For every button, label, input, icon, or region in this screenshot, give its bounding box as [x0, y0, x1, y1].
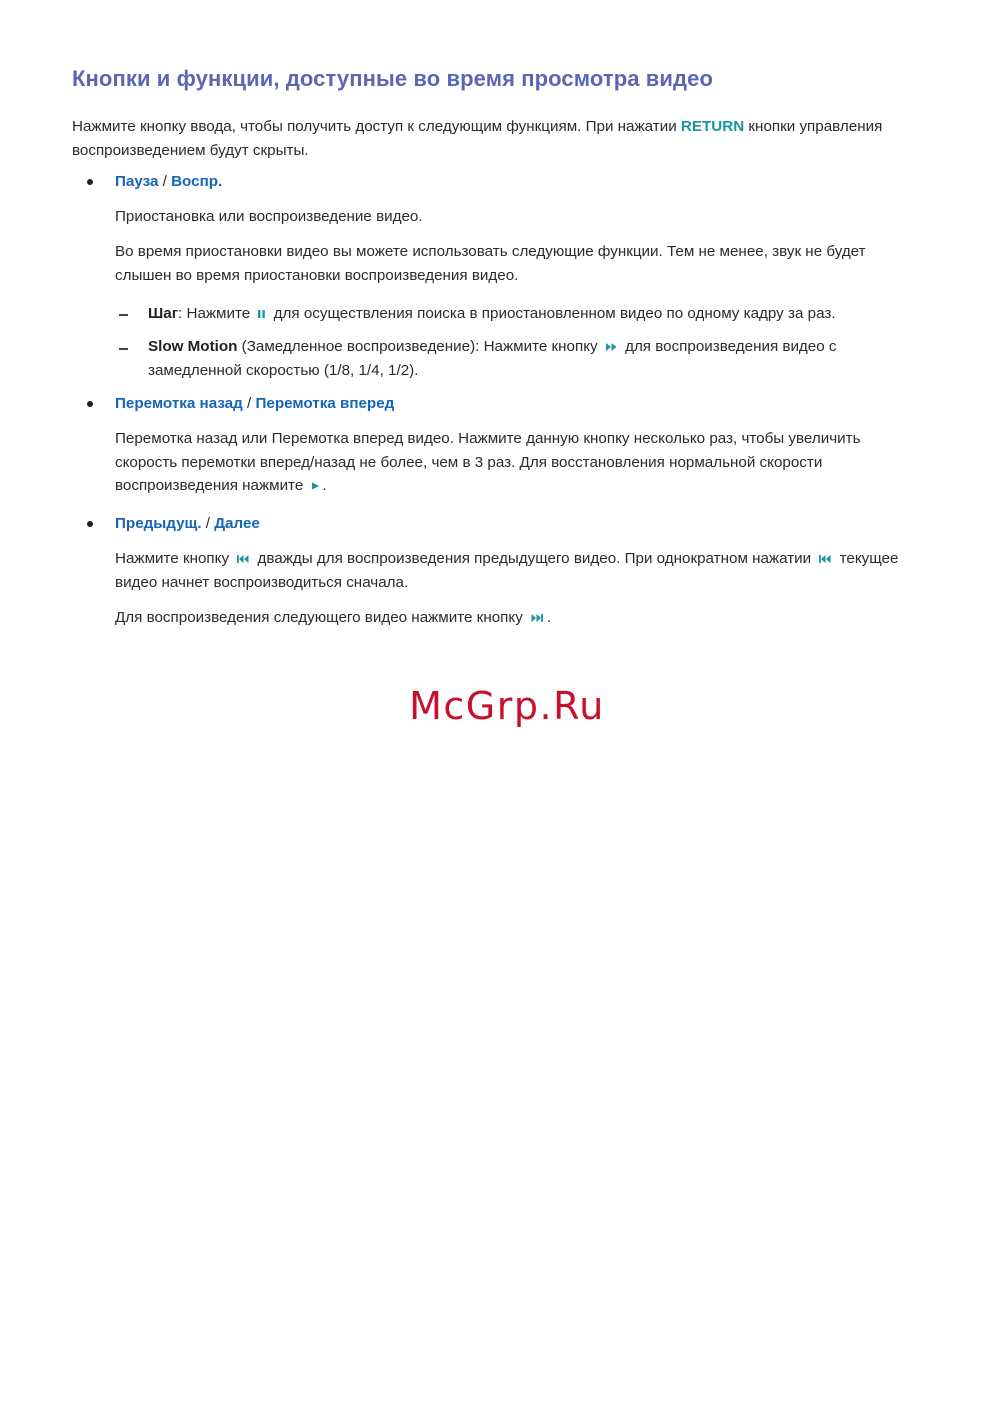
- skip-previous-icon: [236, 554, 250, 564]
- pause-functions-note: Во время приостановки видео вы можете использовать следующие функции. Тем не менее, звук не будет слышен во время приостановки воспроизведения видео.: [115, 243, 866, 284]
- subitem-step: Шаг: Нажмите для осуществления поиска в приостановленном видео по одному кадру за раз.: [148, 305, 836, 322]
- intro-paragraph: Нажмите кнопку ввода, чтобы получить доступ к следующим функциям. При нажатии RETURN кнопки управления воспроизведением будут скрыты.: [72, 118, 883, 159]
- item-heading-rewind-forward: Перемотка назад / Перемотка вперед: [115, 395, 395, 412]
- rewind-description: Перемотка назад или Перемотка вперед видео. Нажмите данную кнопку несколько раз, чтобы увеличить скорость перемотки вперед/назад не более, чем в 3 раз. Для восстановления нормальной скорости воспроизведения нажмите .: [115, 430, 861, 494]
- next-description: Для воспроизведения следующего видео нажмите кнопку .: [115, 609, 552, 626]
- pause-icon: [257, 309, 266, 319]
- skip-previous-icon: [818, 554, 832, 564]
- return-key-label: RETURN: [680, 118, 745, 135]
- skip-next-icon: [530, 613, 544, 623]
- dash-icon: [119, 314, 128, 316]
- bullet-icon: [87, 521, 93, 527]
- fast-forward-icon: [605, 342, 618, 352]
- section-title: Кнопки и функции, доступные во время просмотра видео: [72, 66, 713, 91]
- bullet-icon: [87, 401, 93, 407]
- subitem-slow-motion: Slow Motion (Замедленное воспроизведение): Нажмите кнопку для воспроизведения видео с замедленной скоростью (1/8, 1/4, 1/2).: [148, 338, 837, 379]
- bullet-icon: [87, 179, 93, 185]
- watermark: McGrp.Ru: [409, 684, 605, 728]
- dash-icon: [119, 348, 128, 350]
- pause-description: Приостановка или воспроизведение видео.: [115, 208, 423, 225]
- item-heading-pause-play: Пауза / Воспр.: [115, 173, 223, 190]
- play-icon: [311, 481, 320, 491]
- item-heading-previous-next: Предыдущ. / Далее: [115, 515, 260, 532]
- previous-description: Нажмите кнопку дважды для воспроизведения предыдущего видео. При однократном нажатии текущее видео начнет воспроизводиться сначала.: [115, 550, 899, 591]
